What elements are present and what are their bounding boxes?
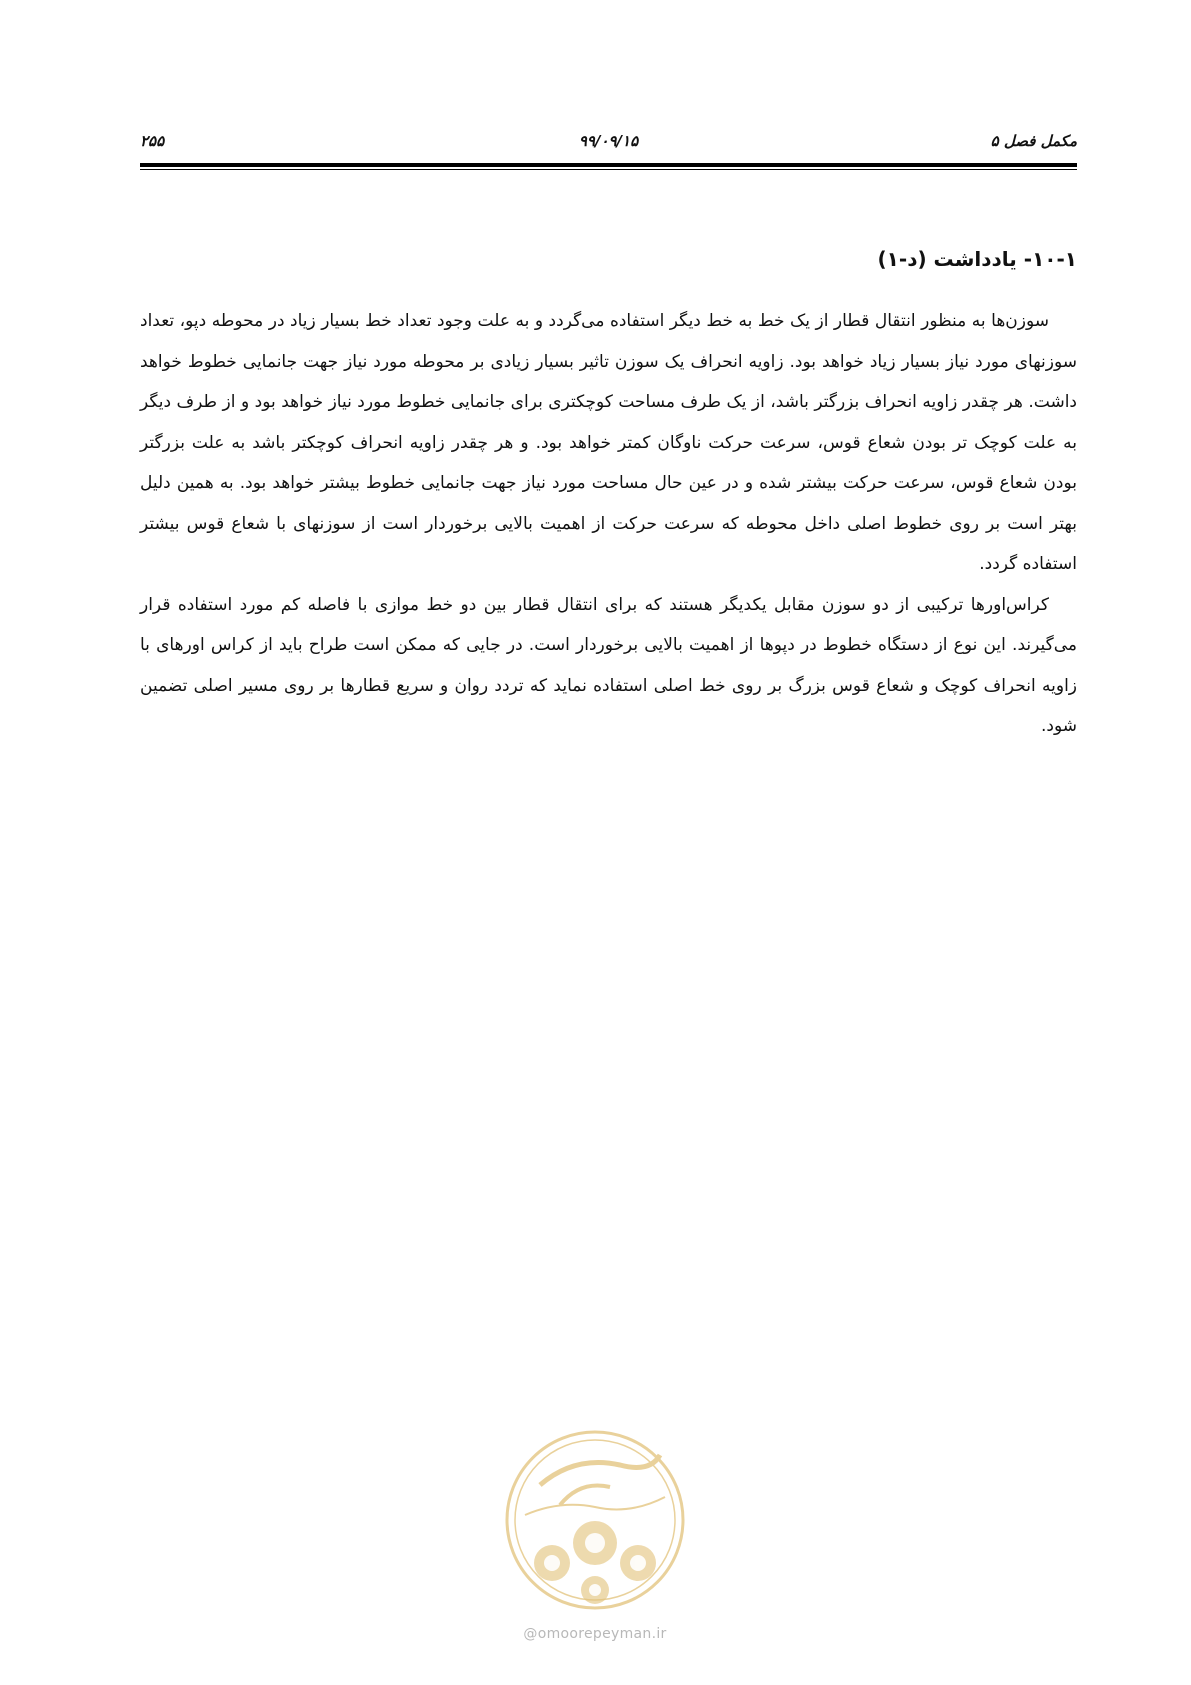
page-header: [140, 130, 1077, 152]
section-heading: ۱۰-۱- یادداشت (د-۱): [877, 247, 1077, 271]
header-rule-thick: [140, 163, 1077, 167]
watermark-url: @omoorepeyman.ir: [523, 1626, 667, 1642]
chapter-title: مکمل فصل ۵: [990, 132, 1077, 150]
watermark-seal-logo: [500, 1425, 690, 1615]
paragraph-2: کراس‌اورها ترکیبی از دو سوزن مقابل یکدیگر هستند که برای انتقال قطار بین دو خط موازی با فاصله کم مورد استفاده قرار می‌گیرند. این نوع از دستگاه خطوط در دپوها از اهمیت بالایی برخوردار است. در جایی که ممکن است طراح باید از کراس اورهای با زاویه انحراف کوچک و شعاع قوس بزرگ بر روی خط اصلی استفاده نماید که تردد روان و سریع قطارها بر روی مسیر اصلی تضمین شود.: [140, 594, 1077, 736]
header-date: ۹۹/۰۹/۱۵: [578, 132, 639, 150]
page-number: ۲۵۵: [140, 132, 165, 150]
header-rule-thin: [140, 169, 1077, 170]
body-text: [140, 301, 1077, 747]
paragraph-1: سوزن‌ها به منظور انتقال قطار از یک خط به خط دیگر استفاده می‌گردد و به علت وجود تعداد خط بسیار زیاد در محوطه دپو، تعداد سوزنهای مورد نیاز بسیار زیاد خواهد بود. زاویه انحراف یک سوزن تاثیر بسیار زیادی بر محوطه مورد نیاز جهت جانمایی خطوط خواهد داشت. هر چقدر زاویه انحراف بزرگتر باشد، از یک طرف مساحت کوچکتری برای جانمایی خطوط مورد نیاز خواهد بود و از طرف دیگر به علت کوچک تر بودن شعاع قوس، سرعت حرکت ناوگان کمتر خواهد بود. و هر چقدر زاویه انحراف کوچکتر باشد به علت بزرگتر بودن شعاع قوس، سرعت حرکت بیشتر شده و در عین حال مساحت مورد نیاز جهت جانمایی خطوط بیشتر خواهد بود. به همین دلیل بهتر است بر روی خطوط اصلی داخل محوطه که سرعت حرکت از اهمیت بالایی برخوردار است از سوزنهای با شعاع قوس بیشتر استفاده گردد.: [140, 311, 1077, 574]
